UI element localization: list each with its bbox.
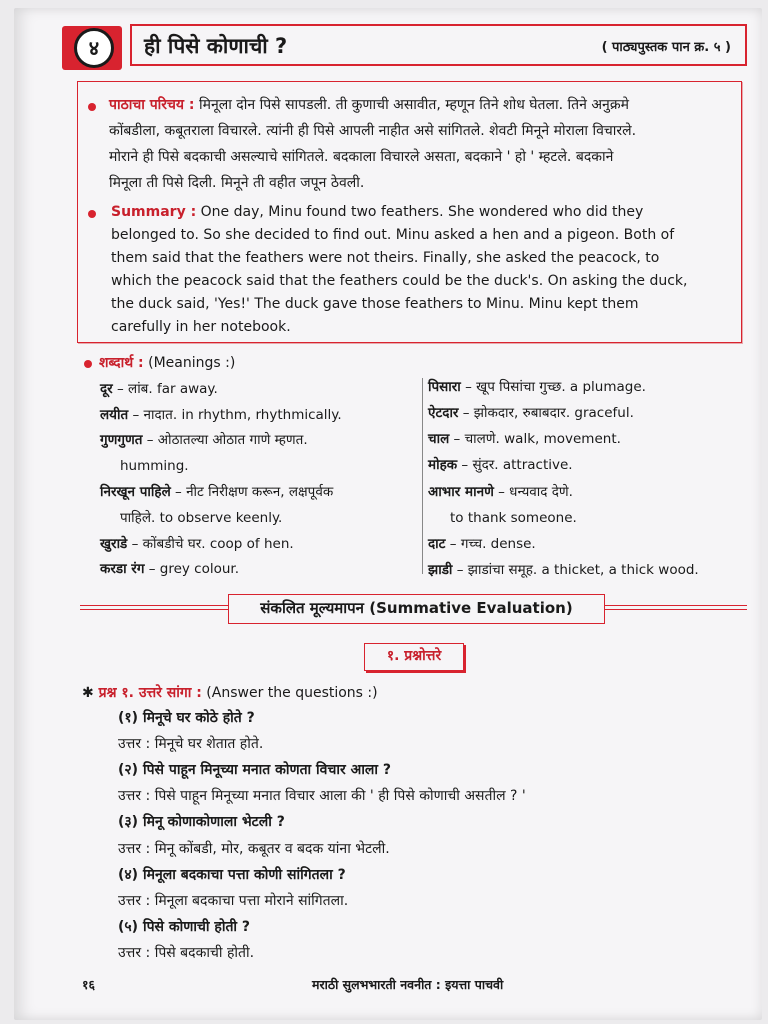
meaning-item: पाहिले. to observe keenly. <box>120 510 283 526</box>
summative-heading: संकलित मूल्यमापन (Summative Evaluation) <box>228 594 605 624</box>
qa-section-badge: १. प्रश्नोत्तरे <box>364 643 464 671</box>
bullet-icon <box>84 360 92 368</box>
textbook-reference: ( पाठ्यपुस्तक पान क्र. ५ ) <box>601 40 731 55</box>
meaning-item: पिसारा – खूप पिसांचा गुच्छ. a plumage. <box>428 379 646 395</box>
meaning-item: चाल – चालणे. walk, movement. <box>428 431 621 447</box>
question: (२) पिसे पाहून मिनूच्या मनात कोणता विचार आला ? <box>118 762 392 778</box>
page-number: १६ <box>82 977 96 992</box>
intro-line: पाठाचा परिचय : मिनूला दोन पिसे सापडली. ती कुणाची असावीत, म्हणून तिने शोध घेतला. तिने अनुक्रमे <box>109 97 629 113</box>
intro-line: मिनूला ती पिसे दिली. मिनूने ती वहीत जपून ठेवली. <box>109 175 365 191</box>
meaning-item: झाडी – झाडांचा समूह. a thicket, a thick wood. <box>428 562 699 578</box>
answer: उत्तर : मिनूचे घर शेतात होते. <box>118 736 264 752</box>
question: (१) मिनूचे घर कोठे होते ? <box>118 710 255 726</box>
bullet-icon <box>88 103 96 111</box>
question: (३) मिनू कोणाकोणाला भेटली ? <box>118 814 285 830</box>
summary-line: Summary : One day, Minu found two feathers. She wondered who did they <box>111 204 644 220</box>
meanings-divider <box>422 378 423 574</box>
bullet-icon <box>88 210 96 218</box>
meaning-item: ऐटदार – झोकदार, रुबाबदार. graceful. <box>428 405 634 421</box>
questions-heading: ✱ प्रश्न १. उत्तरे सांगा : (Answer the questions :) <box>82 685 378 701</box>
summary-line: which the peacock said that the feathers could be the duck's. On asking the duck, <box>111 273 688 289</box>
meaning-item: to thank someone. <box>450 510 577 526</box>
meaning-item: निरखून पाहिले – नीट निरीक्षण करून, लक्षपूर्वक <box>100 484 334 500</box>
section-rule-left <box>80 605 228 610</box>
summary-line: them said that the feathers were not theirs. Finally, she asked the peacock, to <box>111 250 660 266</box>
title-box <box>130 24 747 66</box>
summary-label: Summary : <box>111 204 197 220</box>
meanings-heading: शब्दार्थ : (Meanings :) <box>99 355 236 371</box>
question: (४) मिनूला बदकाचा पत्ता कोणी सांगितला ? <box>118 867 346 883</box>
answer: उत्तर : मिनूला बदकाचा पत्ता मोराने सांगितला. <box>118 893 349 909</box>
question: (५) पिसे कोणाची होती ? <box>118 919 251 935</box>
meaning-item: दूर – लांब. far away. <box>100 381 218 397</box>
intro-label: पाठाचा परिचय : <box>109 97 195 113</box>
intro-line: कोंबडीला, कबूतराला विचारले. त्यांनी ही पिसे आपली नाहीत असे सांगितले. शेवटी मिनूने मोराला विचारले. <box>109 123 637 139</box>
summary-line: carefully in her notebook. <box>111 319 291 335</box>
book-title: मराठी सुलभभारती नवनीत : इयत्ता पाचवी <box>312 977 504 992</box>
lesson-number: ४ <box>74 28 114 68</box>
lesson-number-badge <box>62 26 122 70</box>
meaning-item: दाट – गच्च. dense. <box>428 536 536 552</box>
meaning-item: humming. <box>120 458 189 474</box>
meaning-item: मोहक – सुंदर. attractive. <box>428 457 573 473</box>
answer: उत्तर : मिनू कोंबडी, मोर, कबूतर व बदक यांना भेटली. <box>118 841 390 857</box>
answer: उत्तर : पिसे बदकाची होती. <box>118 945 255 961</box>
answer: उत्तर : पिसे पाहून मिनूच्या मनात विचार आला की ' ही पिसे कोणाची असतील ? ' <box>118 788 526 804</box>
page-title: ही पिसे कोणाची ? <box>144 34 288 58</box>
meaning-item: करडा रंग – grey colour. <box>100 561 240 577</box>
meaning-item: खुराडे – कोंबडीचे घर. coop of hen. <box>100 536 294 552</box>
meaning-item: आभार मानणे – धन्यवाद देणे. <box>428 484 573 500</box>
intro-line: मोराने ही पिसे बदकाची असल्याचे सांगितले. बदकाला विचारले असता, बदकाने ' हो ' म्हटले. बदकाने <box>109 149 614 165</box>
meaning-item: गुणगुणत – ओठातल्या ओठात गाणे म्हणत. <box>100 432 308 448</box>
section-rule-right <box>605 605 747 610</box>
summary-line: the duck said, 'Yes!' The duck gave those feathers to Minu. Minu kept them <box>111 296 639 312</box>
meaning-item: लयीत – नादात. in rhythm, rhythmically. <box>100 407 342 423</box>
summary-line: belonged to. So she decided to find out. Minu asked a hen and a pigeon. Both of <box>111 227 675 243</box>
